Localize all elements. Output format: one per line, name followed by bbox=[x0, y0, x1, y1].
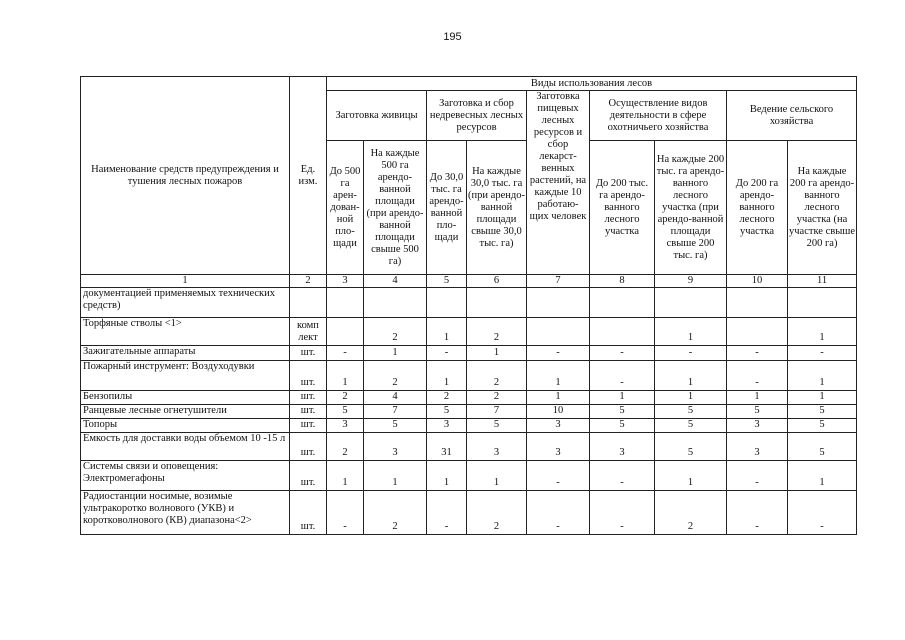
row-value: 3 bbox=[427, 419, 467, 433]
table-row bbox=[81, 346, 857, 361]
row-value: 2 bbox=[467, 361, 527, 391]
col-number: 6 bbox=[467, 275, 527, 288]
row-value: 5 bbox=[327, 405, 364, 419]
row-unit: шт. bbox=[290, 346, 327, 361]
row-unit: шт. bbox=[290, 361, 327, 391]
row-value: 1 bbox=[527, 361, 590, 391]
row-value: - bbox=[788, 491, 857, 535]
col-number: 5 bbox=[427, 275, 467, 288]
row-value: - bbox=[590, 346, 655, 361]
row-value: 1 bbox=[788, 391, 857, 405]
row-value: - bbox=[590, 461, 655, 491]
row-value: 5 bbox=[590, 419, 655, 433]
row-value: 2 bbox=[467, 391, 527, 405]
row-value: - bbox=[527, 491, 590, 535]
row-value: 2 bbox=[467, 318, 527, 346]
row-value: 1 bbox=[364, 346, 427, 361]
row-value: - bbox=[427, 346, 467, 361]
row-value: 1 bbox=[655, 361, 727, 391]
row-value: 5 bbox=[427, 405, 467, 419]
row-value: 2 bbox=[364, 491, 427, 535]
row-value: - bbox=[727, 491, 788, 535]
row-name: Емкость для доставки воды объемом 10 -15 л bbox=[81, 433, 290, 461]
header-group-food: Заготовка пищевых лесных ресурсов и сбор лекарст-венных растений, на каждые 10 работаю-щих человек bbox=[527, 91, 590, 275]
row-value bbox=[364, 288, 427, 318]
row-value bbox=[655, 288, 727, 318]
row-value: 3 bbox=[527, 433, 590, 461]
header-sub-10: До 200 га арендо-ванного лесного участка bbox=[727, 141, 788, 275]
row-value: 3 bbox=[364, 433, 427, 461]
row-value: 1 bbox=[655, 391, 727, 405]
row-value: 2 bbox=[467, 491, 527, 535]
col-number: 9 bbox=[655, 275, 727, 288]
table-row bbox=[81, 491, 857, 535]
row-name: Системы связи и оповещения: Электромегафоны bbox=[81, 461, 290, 491]
table-row bbox=[81, 405, 857, 419]
table-row bbox=[81, 391, 857, 405]
row-value: 1 bbox=[467, 461, 527, 491]
row-name: Зажигательные аппараты bbox=[81, 346, 290, 361]
row-value: - bbox=[655, 346, 727, 361]
row-value: 7 bbox=[364, 405, 427, 419]
row-value: 1 bbox=[327, 361, 364, 391]
row-value: 10 bbox=[527, 405, 590, 419]
row-value: 1 bbox=[467, 346, 527, 361]
row-name: Пожарный инструмент: Воздуходувки bbox=[81, 361, 290, 391]
row-name: Ранцевые лесные огнетушители bbox=[81, 405, 290, 419]
col-number: 11 bbox=[788, 275, 857, 288]
row-value: 3 bbox=[727, 433, 788, 461]
row-unit: шт. bbox=[290, 433, 327, 461]
row-name: Топоры bbox=[81, 419, 290, 433]
header-sub-8: До 200 тыс. га арендо-ванного лесного участка bbox=[590, 141, 655, 275]
row-value: 5 bbox=[590, 405, 655, 419]
row-value: 5 bbox=[364, 419, 427, 433]
row-value: 1 bbox=[427, 461, 467, 491]
row-value: 5 bbox=[788, 405, 857, 419]
row-value: 1 bbox=[788, 361, 857, 391]
row-unit: шт. bbox=[290, 405, 327, 419]
row-value: - bbox=[527, 346, 590, 361]
row-value: 3 bbox=[590, 433, 655, 461]
table-row bbox=[81, 461, 857, 491]
row-name: Бензопилы bbox=[81, 391, 290, 405]
header-group-agriculture: Ведение сельского хозяйства bbox=[727, 91, 857, 141]
col-number: 7 bbox=[527, 275, 590, 288]
row-value: 5 bbox=[655, 433, 727, 461]
col-number: 8 bbox=[590, 275, 655, 288]
row-value: 2 bbox=[327, 433, 364, 461]
row-value: 1 bbox=[788, 318, 857, 346]
row-value: - bbox=[727, 461, 788, 491]
row-value: 2 bbox=[364, 318, 427, 346]
header-sub-6: На каждые 30,0 тыс. га (при арендо-ванной площади свыше 30,0 тыс. га) bbox=[467, 141, 527, 275]
row-value: 5 bbox=[727, 405, 788, 419]
row-value bbox=[527, 318, 590, 346]
header-group-title: Виды использования лесов bbox=[327, 77, 857, 91]
row-value: - bbox=[527, 461, 590, 491]
table-row bbox=[81, 288, 857, 318]
header-unit-cell: Ед. изм. bbox=[290, 77, 327, 275]
row-value: 1 bbox=[655, 461, 727, 491]
row-value: 1 bbox=[527, 391, 590, 405]
header-sub-5: До 30,0 тыс. га арендо-ванной пло-щади bbox=[427, 141, 467, 275]
row-value bbox=[590, 288, 655, 318]
row-unit: шт. bbox=[290, 391, 327, 405]
forest-fire-equipment-table bbox=[80, 76, 857, 535]
row-value: 2 bbox=[655, 491, 727, 535]
col-number: 1 bbox=[81, 275, 290, 288]
row-unit: шт. bbox=[290, 419, 327, 433]
header-name-cell: Наименование средств предупреждения и тушения лесных пожаров bbox=[81, 77, 290, 275]
row-value bbox=[788, 288, 857, 318]
row-value bbox=[327, 318, 364, 346]
header-group-hunting: Осуществление видов деятельности в сфере охотничьего хозяйства bbox=[590, 91, 727, 141]
row-value: 5 bbox=[655, 419, 727, 433]
row-name: Торфяные стволы <1> bbox=[81, 318, 290, 346]
col-number: 10 bbox=[727, 275, 788, 288]
table-row bbox=[81, 433, 857, 461]
row-value bbox=[727, 318, 788, 346]
row-value: 2 bbox=[427, 391, 467, 405]
row-value bbox=[527, 288, 590, 318]
row-value bbox=[727, 288, 788, 318]
header-sub-4: На каждые 500 га арендо-ванной площади (при арендо-ванной площади свыше 500 га) bbox=[364, 141, 427, 275]
row-value: 5 bbox=[467, 419, 527, 433]
row-value bbox=[590, 318, 655, 346]
row-value: 1 bbox=[788, 461, 857, 491]
row-value: 31 bbox=[427, 433, 467, 461]
row-value: 5 bbox=[788, 419, 857, 433]
table-row bbox=[81, 361, 857, 391]
row-value: - bbox=[727, 361, 788, 391]
row-value: 3 bbox=[327, 419, 364, 433]
row-value: 5 bbox=[788, 433, 857, 461]
row-value: - bbox=[727, 346, 788, 361]
header-group-resin: Заготовка живицы bbox=[327, 91, 427, 141]
row-value: - bbox=[788, 346, 857, 361]
row-value: 1 bbox=[727, 391, 788, 405]
row-value: 1 bbox=[590, 391, 655, 405]
row-unit: комп лект bbox=[290, 318, 327, 346]
table-row bbox=[81, 318, 857, 346]
col-number: 4 bbox=[364, 275, 427, 288]
row-unit: шт. bbox=[290, 461, 327, 491]
row-value: 2 bbox=[327, 391, 364, 405]
row-value: 1 bbox=[655, 318, 727, 346]
row-value: 3 bbox=[527, 419, 590, 433]
row-value: 1 bbox=[427, 318, 467, 346]
page-number: 195 bbox=[443, 31, 462, 43]
row-value: 5 bbox=[655, 405, 727, 419]
row-unit bbox=[290, 288, 327, 318]
row-value: - bbox=[327, 346, 364, 361]
header-sub-11: На каждые 200 га арендо-ванного лесного участка (на участке свыше 200 га) bbox=[788, 141, 857, 275]
row-value: - bbox=[427, 491, 467, 535]
row-value: 1 bbox=[364, 461, 427, 491]
row-value: 3 bbox=[467, 433, 527, 461]
row-name: документацией применяемых технических средств) bbox=[81, 288, 290, 318]
row-value: 4 bbox=[364, 391, 427, 405]
row-value bbox=[327, 288, 364, 318]
header-sub-3: До 500 га арен-дован-ной пло-щади bbox=[327, 141, 364, 275]
row-name: Радиостанции носимые, возимые ультракоротко волнового (УКВ) и коротковолнового (КВ) диапазона<2> bbox=[81, 491, 290, 535]
row-value: 1 bbox=[327, 461, 364, 491]
row-unit: шт. bbox=[290, 491, 327, 535]
column-number-row bbox=[81, 275, 857, 288]
row-value: - bbox=[327, 491, 364, 535]
col-number: 3 bbox=[327, 275, 364, 288]
row-value: 7 bbox=[467, 405, 527, 419]
row-value bbox=[427, 288, 467, 318]
table-row bbox=[81, 419, 857, 433]
row-value: - bbox=[590, 491, 655, 535]
col-number: 2 bbox=[290, 275, 327, 288]
header-group-nontimber: Заготовка и сбор недревесных лесных ресурсов bbox=[427, 91, 527, 141]
header-sub-9: На каждые 200 тыс. га арендо-ванного лесного участка (при арендо-ванной площади свыше 200 тыс. га) bbox=[655, 141, 727, 275]
row-value: 2 bbox=[364, 361, 427, 391]
row-value: - bbox=[590, 361, 655, 391]
row-value: 3 bbox=[727, 419, 788, 433]
row-value: 1 bbox=[427, 361, 467, 391]
row-value bbox=[467, 288, 527, 318]
